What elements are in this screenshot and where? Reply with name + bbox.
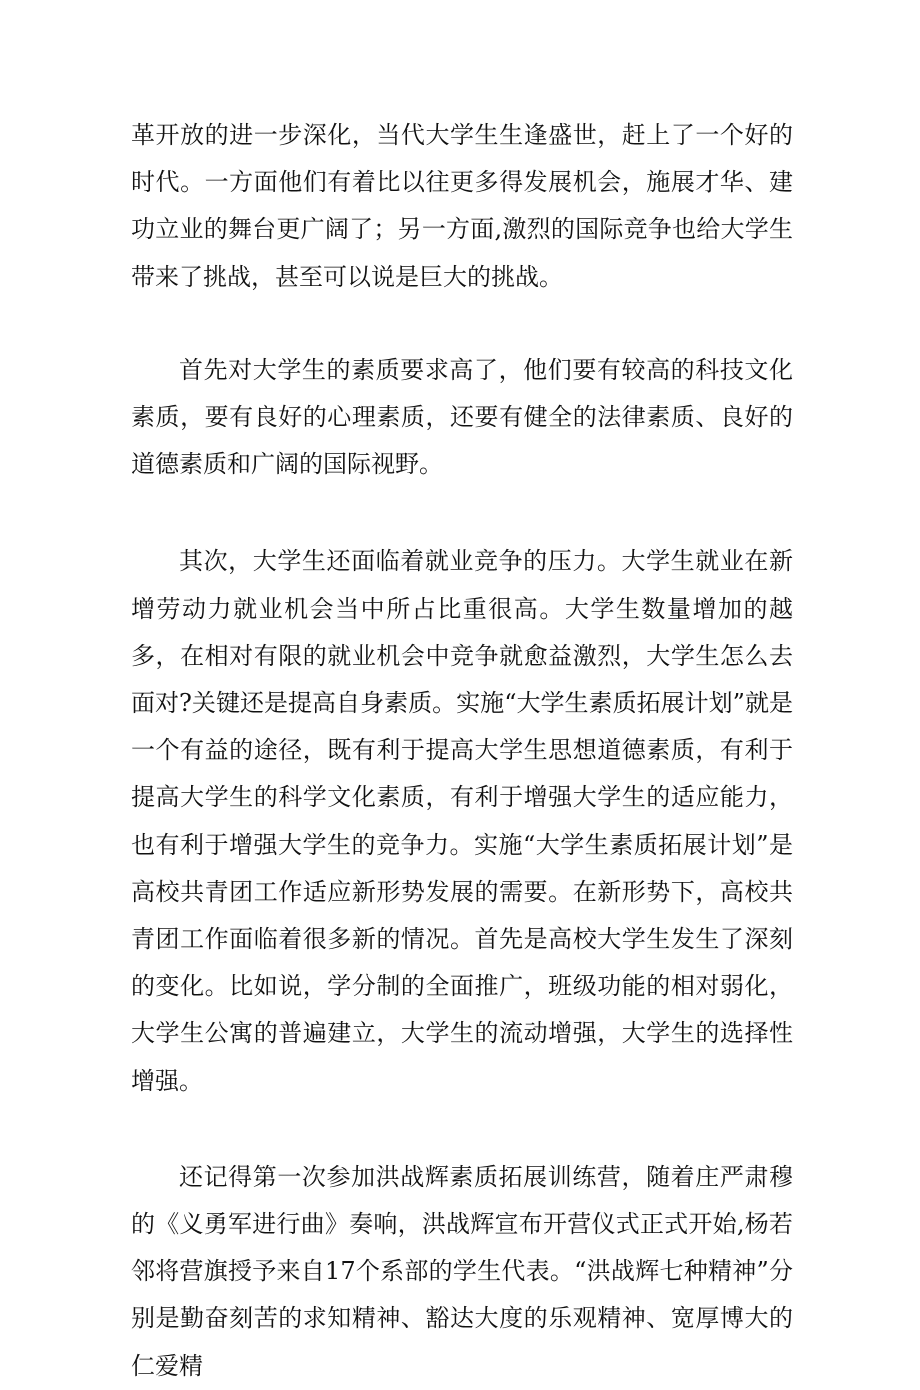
document-body bbox=[131, 112, 793, 1390]
paragraph-3: 其次，大学生还面临着就业竞争的压力。大学生就业在新增劳动力就业机会当中所占比重很高。大学生数量增加的越多，在相对有限的就业机会中竞争就愈益激烈，大学生怎么去面对?关键还是提高自身素质。实施“大学生素质拓展计划”就是一个有益的途径，既有利于提高大学生思想道德素质，有利于提高大学生的科学文化素质，有利于增强大学生的适应能力，也有利于增强大学生的竞争力。实施“大学生素质拓展计划”是高校共青团工作适应新形势发展的需要。在新形势下，高校共青团工作面临着很多新的情况。首先是高校大学生发生了深刻的变化。比如说，学分制的全面推广，班级功能的相对弱化，大学生公寓的普遍建立，大学生的流动增强，大学生的选择性增强。 bbox=[131, 547, 793, 1095]
paragraph-1: 革开放的进一步深化，当代大学生生逢盛世，赶上了一个好的时代。一方面他们有着比以往更多得发展机会，施展才华、建功立业的舞台更广阔了；另一方面,激烈的国际竞争也给大学生带来了挑战，甚至可以说是巨大的挑战。 bbox=[131, 121, 793, 291]
paragraph-4: 还记得第一次参加洪战辉素质拓展训练营，随着庄严肃穆的《义勇军进行曲》奏响，洪战辉宣布开营仪式正式开始,杨若邻将营旗授予来自17个系部的学生代表。“洪战辉七种精神”分别是勤奋刻苦的求知精神、豁达大度的乐观精神、宽厚博大的仁爱精 bbox=[131, 1162, 793, 1380]
paragraph-2: 首先对大学生的素质要求高了，他们要有较高的科技文化素质，要有良好的心理素质，还要有健全的法律素质、良好的道德素质和广阔的国际视野。 bbox=[131, 355, 793, 479]
